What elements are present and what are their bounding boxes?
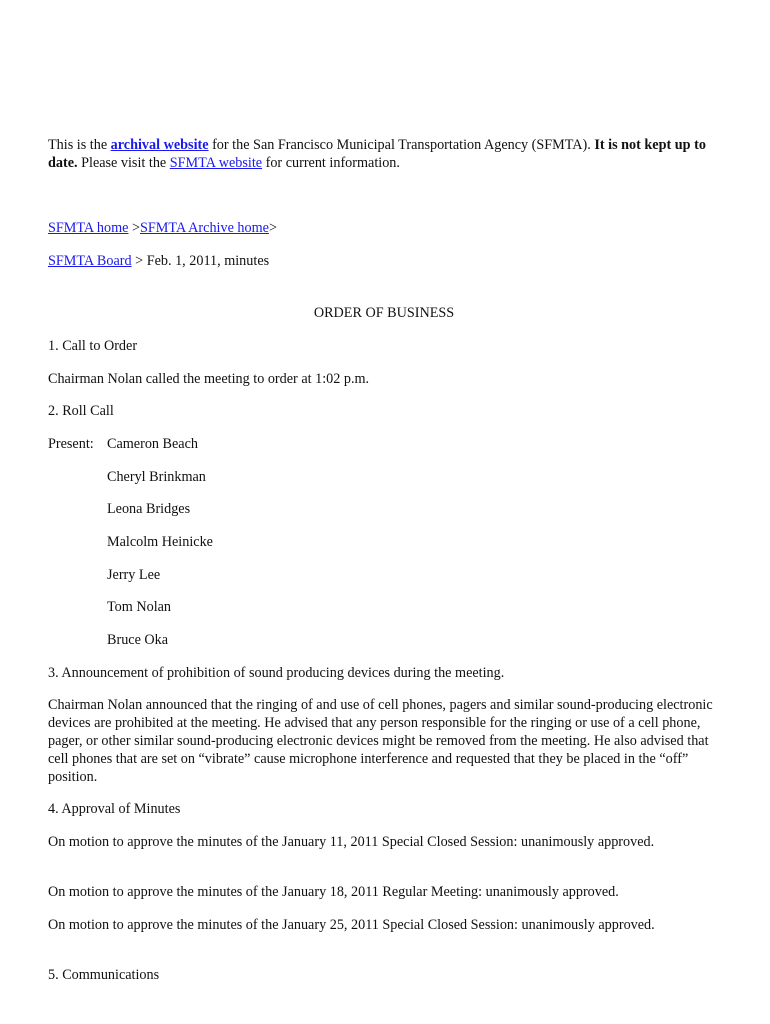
notice-text-post1: Please visit the [77,155,170,171]
motion-text: On motion to approve the minutes of the January 25, 2011 Special Closed Session: unanimously approved. [48,917,655,933]
announcement-text: Chairman Nolan announced that the ringing of and use of cell phones, pagers and similar sound-producing electronic devices are prohibited at the meeting. He advised that any person responsible for the ringing or use of a cell phone, pager, or other similar sound-producing electronic devices might be removed from the meeting. He also advised that cell phones that are set on “vibrate” cause microphone interference and requested that they be placed in the “off” position. [48,697,713,785]
item-roll-call: 2. Roll Call [48,403,114,419]
notice-bold-text: It is not kept up to date. [48,137,706,171]
archival-website-link[interactable]: archival website [110,137,209,153]
notice-text-pre: This is the [48,137,111,153]
breadcrumb-separator: > [268,220,277,236]
item-call-to-order: 1. Call to Order [48,338,138,354]
sfmta-archive-home-link[interactable]: SFMTA Archive home [140,220,269,236]
breadcrumb-archive [48,219,277,237]
notice-text-post2: for current information. [262,155,400,171]
order-of-business-heading: ORDER OF BUSINESS [313,305,455,321]
member-name: Cameron Beach [107,436,198,452]
member-name: Leona Bridges [107,501,191,517]
item-communications: 5. Communications [48,967,160,983]
member-name: Malcolm Heinicke [107,534,213,550]
member-name: Cheryl Brinkman [107,469,206,485]
breadcrumb-current: > Feb. 1, 2011, minutes [131,253,270,269]
member-name: Bruce Oka [107,632,169,648]
archive-notice [48,136,728,172]
sfmta-home-link[interactable]: SFMTA home [48,220,129,236]
call-to-order-text: Chairman Nolan called the meeting to order at 1:02 p.m. [48,371,370,387]
sfmta-website-link[interactable]: SFMTA website [169,155,263,171]
motion-text: On motion to approve the minutes of the January 18, 2011 Regular Meeting: unanimously approved. [48,884,619,900]
item-approval-of-minutes: 4. Approval of Minutes [48,801,181,817]
member-name: Tom Nolan [107,599,172,615]
item-announcement: 3. Announcement of prohibition of sound producing devices during the meeting. [48,665,505,681]
present-label: Present: [48,436,94,452]
member-name: Jerry Lee [107,567,161,583]
breadcrumb-board [48,252,269,270]
sfmta-board-link[interactable]: SFMTA Board [48,253,132,269]
breadcrumb-separator: > [128,220,141,236]
notice-text-mid: for the San Francisco Municipal Transportation Agency (SFMTA). [208,137,595,153]
motion-text: On motion to approve the minutes of the January 11, 2011 Special Closed Session: unanimously approved. [48,834,655,850]
